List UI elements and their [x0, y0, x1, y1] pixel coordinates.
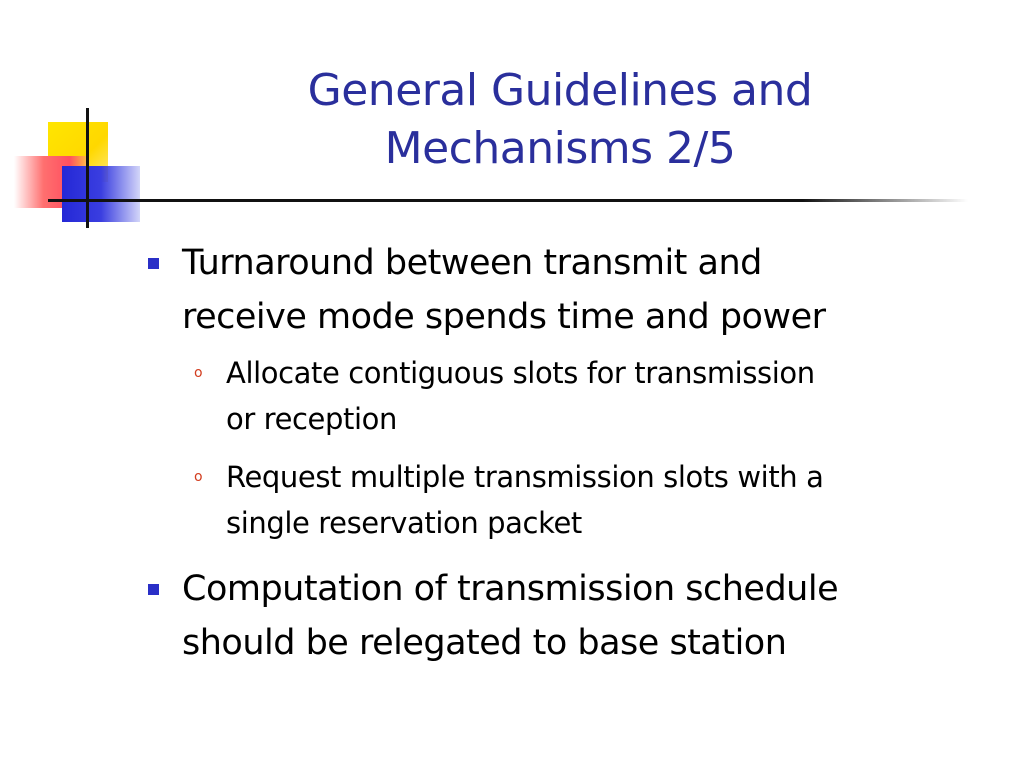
title-line-2: Mechanisms 2/5 [384, 123, 736, 174]
bullet-text-line: receive mode spends time and power [182, 297, 826, 337]
sub-bullet-item [146, 454, 1006, 546]
square-bullet-icon [148, 258, 159, 269]
sub-bullet-text-line: Allocate contiguous slots for transmission [226, 356, 815, 390]
bullet-text-line: Computation of transmission schedule [182, 569, 839, 609]
slide-body [146, 236, 1006, 676]
decorative-logo [0, 100, 150, 230]
bullet-text-line: Turnaround between transmit and [182, 243, 762, 283]
vertical-line-decoration [86, 108, 89, 228]
circle-bullet-icon: o [194, 469, 203, 485]
slide-title [180, 62, 940, 178]
bullet-item [146, 562, 1006, 670]
title-divider-line [48, 199, 968, 202]
sub-bullet-text-line: or reception [226, 402, 397, 436]
sub-bullet-text-line: single reservation packet [226, 506, 582, 540]
circle-bullet-icon: o [194, 365, 203, 381]
title-line-1: General Guidelines and [307, 65, 813, 116]
bullet-item [146, 236, 1006, 344]
bullet-text-line: should be relegated to base station [182, 623, 787, 663]
sub-bullet-item [146, 350, 1006, 442]
blue-square-decoration [62, 166, 140, 222]
square-bullet-icon [148, 584, 159, 595]
sub-bullet-text-line: Request multiple transmission slots with a [226, 460, 824, 494]
